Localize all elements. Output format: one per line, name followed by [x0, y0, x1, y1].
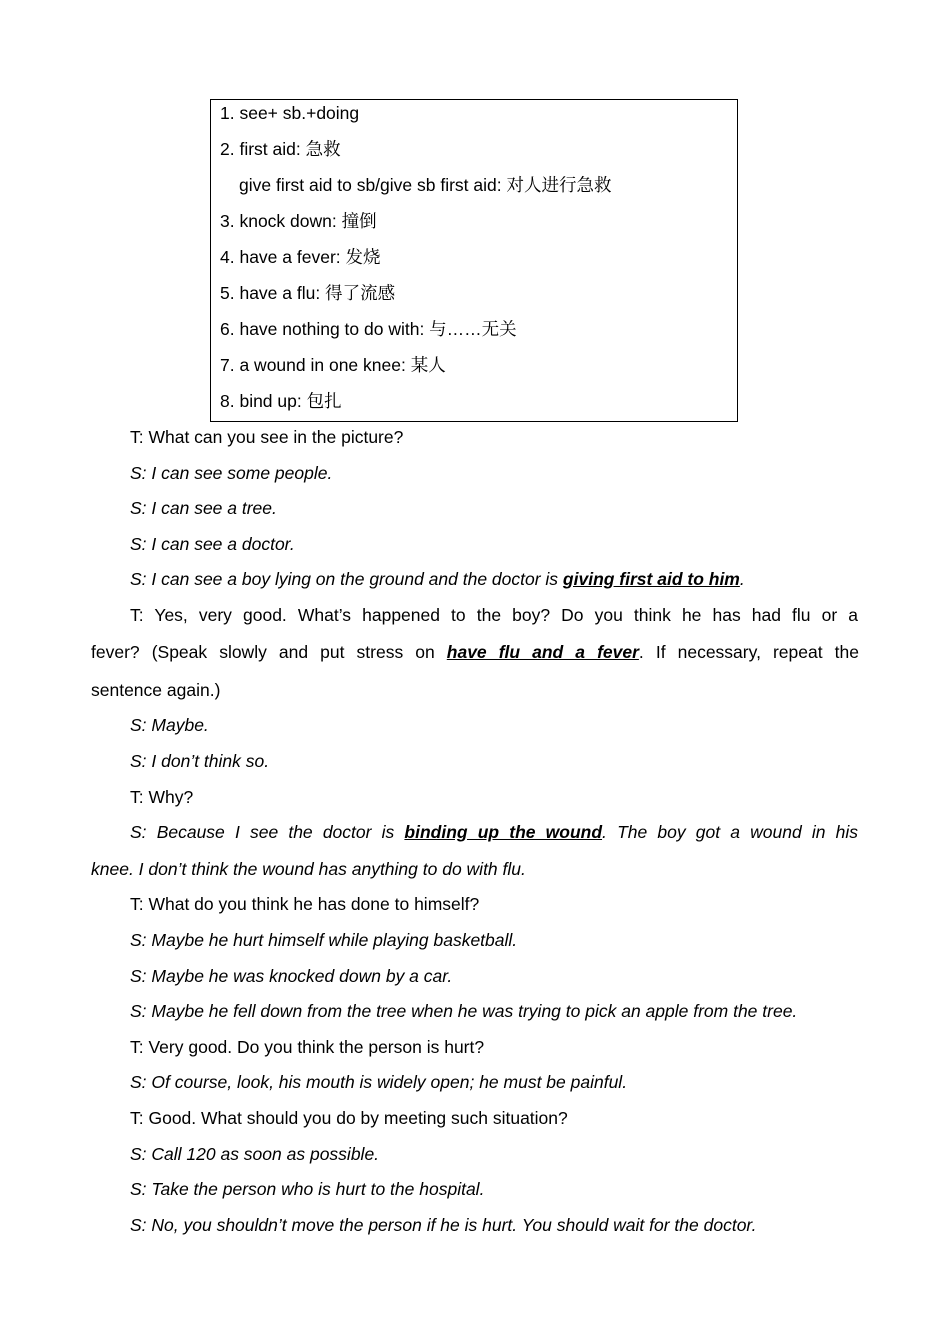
text: S: Because I see the doctor is [130, 822, 405, 842]
student-line: S: Take the person who is hurt to the hospital. [130, 1179, 485, 1199]
text: . If necessary, repeat the [638, 642, 859, 662]
vocab-item: 5. have a flu: 得了流感 [220, 283, 396, 303]
vocab-item: give first aid to sb/give sb first aid: 对人进行急救 [239, 175, 612, 195]
emphasis-phrase: binding up the wound [404, 822, 603, 842]
student-line: S: I can see some people. [130, 463, 333, 483]
text: . [739, 569, 745, 589]
emphasis-phrase: have flu and a fever [446, 642, 639, 662]
teacher-line: T: Very good. Do you think the person is hurt? [130, 1037, 485, 1057]
vocab-item: 3. knock down: 撞倒 [220, 211, 377, 231]
student-line [130, 567, 745, 591]
student-line: S: Maybe he hurt himself while playing basketball. [130, 930, 518, 950]
vocab-item: 8. bind up: 包扎 [220, 391, 342, 411]
teacher-line-cont: sentence again.) [91, 680, 221, 700]
teacher-line: T: Why? [130, 787, 194, 807]
student-line: S: I can see a tree. [130, 498, 277, 518]
teacher-line: T: Good. What should you do by meeting such situation? [130, 1108, 568, 1128]
vocab-item: 2. first aid: 急救 [220, 139, 341, 159]
student-line: S: I don’t think so. [130, 751, 270, 771]
teacher-line-cont [91, 640, 859, 664]
student-line-cont: knee. I don’t think the wound has anything to do with flu. [91, 859, 526, 879]
student-line: S: Of course, look, his mouth is widely open; he must be painful. [130, 1072, 628, 1092]
text: . The boy got a wound in his [602, 822, 858, 842]
student-line [130, 820, 858, 844]
vocab-item: 6. have nothing to do with: 与……无关 [220, 319, 517, 339]
student-line: S: Maybe. [130, 715, 209, 735]
teacher-line: T: What do you think he has done to himself? [130, 894, 480, 914]
text: fever? (Speak slowly and put stress on [91, 642, 447, 662]
vocab-item: 4. have a fever: 发烧 [220, 247, 381, 267]
student-line: S: No, you shouldn’t move the person if he is hurt. You should wait for the doctor. [130, 1215, 757, 1235]
teacher-line: T: What can you see in the picture? [130, 427, 404, 447]
teacher-line: T: Yes, very good. What’s happened to the boy? Do you think he has had flu or a [130, 605, 858, 625]
vocab-item: 7. a wound in one knee: 某人 [220, 355, 446, 375]
vocab-item: 1. see+ sb.+doing [220, 103, 360, 123]
student-line: S: Maybe he fell down from the tree when he was trying to pick an apple from the tree. [130, 1001, 798, 1021]
student-line: S: Maybe he was knocked down by a car. [130, 966, 453, 986]
vocabulary-box [210, 99, 738, 422]
student-line: S: Call 120 as soon as possible. [130, 1144, 380, 1164]
student-line: S: I can see a doctor. [130, 534, 295, 554]
text: S: I can see a boy lying on the ground and the doctor is [130, 569, 563, 589]
emphasis-phrase: giving first aid to him [562, 569, 740, 589]
